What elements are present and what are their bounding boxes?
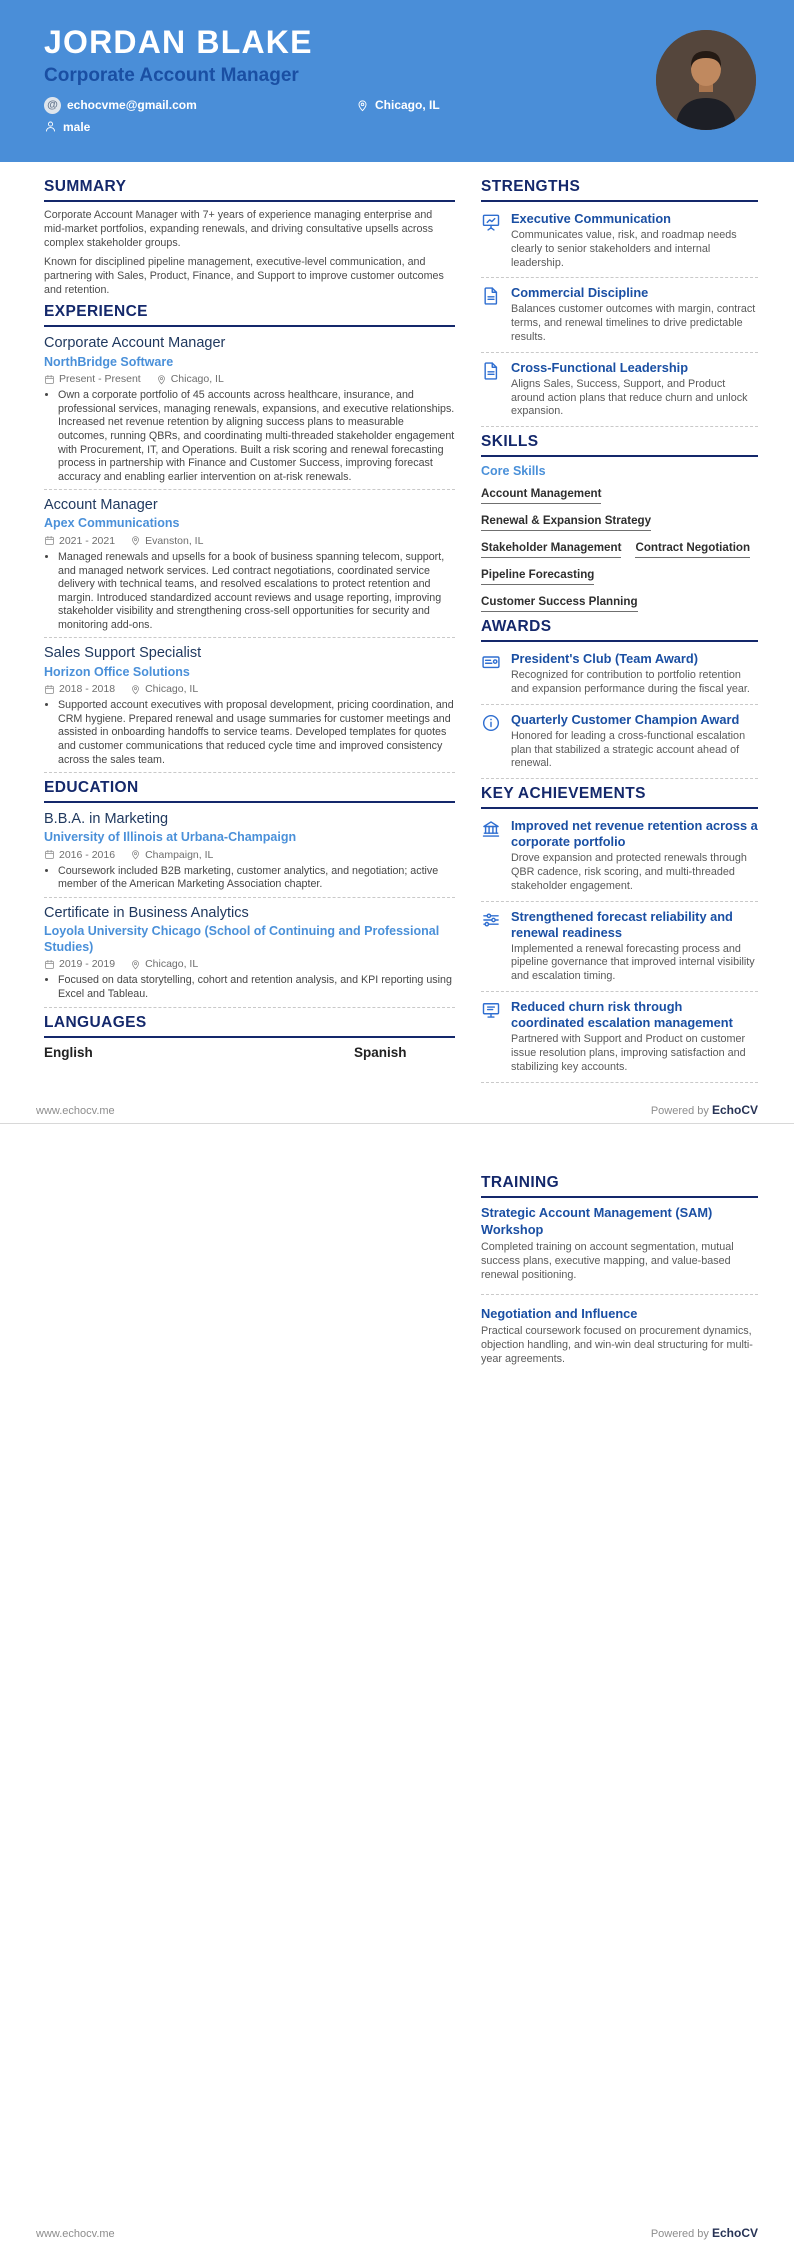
degree-title: Certificate in Business Analytics <box>44 905 249 921</box>
job-meta <box>44 683 455 695</box>
skill-tag: Pipeline Forecasting <box>481 568 594 585</box>
company-name: NorthBridge Software <box>44 354 174 369</box>
calendar-icon <box>44 535 55 546</box>
job-bullets <box>44 551 455 632</box>
email-icon: @ <box>44 97 61 114</box>
education-heading: EDUCATION <box>44 779 455 803</box>
summary-section <box>44 178 455 297</box>
achievement-text <box>511 909 758 984</box>
awards-section <box>481 618 758 779</box>
summary-paragraph: Corporate Account Manager with 7+ years of experience managing enterprise and mid-market portfolios, expanding renewals, and driving consultative upsells across complex stakeholder groups. <box>44 209 434 249</box>
job-bullets <box>44 389 455 484</box>
resume-page-2 <box>0 1123 794 2246</box>
skill-tag: Account Management <box>481 487 601 504</box>
bullet-item: • Focused on data storytelling, cohort and retention analysis, and KPI reporting using Excel and Tableau. <box>58 974 455 1001</box>
job-title: Corporate Account Manager <box>44 335 226 352</box>
job-location: Chicago, IL <box>130 683 198 695</box>
achievement-text <box>511 999 758 1074</box>
strength-item <box>481 209 758 278</box>
strengths-section <box>481 178 758 427</box>
education-section <box>44 779 455 1007</box>
bullet-item: • Supported account executives with proposal development, pricing coordination, and CRM hygiene. Prepared renewal and usage summaries for customer meetings and assisted in onboarding handoffs to service teams. Developed templates for quotes and customer communications that reduced cycle time and improved consistency across the sales team. <box>58 699 455 767</box>
achievement-title: Improved net revenue retention across a corporate portfolio <box>511 818 758 850</box>
strength-title: Commercial Discipline <box>511 285 649 301</box>
training-desc: Practical coursework focused on procurement dynamics, objection handling, and win-win deal structuring for multi-year agreements. <box>481 1325 753 1365</box>
strength-item <box>481 353 758 427</box>
training-item <box>481 1205 758 1295</box>
job-dates: 2021 - 2021 <box>44 535 115 547</box>
calendar-icon <box>44 374 55 385</box>
location-icon <box>356 99 369 112</box>
achievement-text <box>511 818 758 893</box>
powered-prefix: Powered by <box>650 2228 709 2240</box>
skills-heading: SKILLS <box>481 433 758 457</box>
job-bullets <box>44 699 455 767</box>
education-entry <box>44 810 455 898</box>
award-desc: Honored for leading a cross-functional escalation plan that stabilized a strategic account ahead of renewal. <box>511 729 746 770</box>
bullet-item: • Own a corporate portfolio of 45 accounts across healthcare, insurance, and professional services, managing renewals, expansions, and executive relationships. Increased net revenue retention by aligning success plans to measurable outcomes, running QBRs, and coordinating multi-threaded stakeholder engagement with Procurement, IT, and Operations. Built a risk scoring and renewal forecasting process in partnership with Finance and Customer Success, improving forecast accuracy and enabling earlier intervention on at-risk renewals. <box>58 389 455 484</box>
echocv-brand-link[interactable]: EchoCV <box>711 2226 758 2240</box>
info-circle-icon <box>481 713 501 771</box>
achievement-desc: Partnered with Support and Product on customer issue resolution plans, improving satisfaction and stabilizing key accounts. <box>511 1033 746 1073</box>
left-column-empty <box>44 1174 455 1389</box>
job-dates: 2018 - 2018 <box>44 683 115 695</box>
location-text: Chicago, IL <box>375 98 440 113</box>
award-text <box>511 712 758 771</box>
echocv-brand-link[interactable]: EchoCV <box>711 1103 758 1117</box>
award-title: President's Club (Team Award) <box>511 651 698 667</box>
school-name: Loyola University Chicago (School of Continuing and Professional Studies) <box>44 924 440 954</box>
language-name: Spanish <box>354 1044 407 1060</box>
achievements-section <box>481 785 758 1082</box>
powered-by <box>651 1103 758 1117</box>
resume-header <box>0 0 794 162</box>
training-desc: Completed training on account segmentation, mutual success plans, executive mapping, and value-based renewal positioning. <box>481 1241 734 1281</box>
gender-text: male <box>63 119 91 134</box>
experience-heading: EXPERIENCE <box>44 303 455 327</box>
languages-heading: LANGUAGES <box>44 1014 455 1038</box>
document-icon <box>481 361 501 419</box>
achievement-item <box>481 902 758 992</box>
education-location: Champaign, IL <box>130 849 213 861</box>
footer-site-link[interactable]: www.echocv.me <box>36 2228 115 2240</box>
calendar-icon <box>44 959 55 970</box>
training-heading: TRAINING <box>481 1174 758 1198</box>
summary-heading: SUMMARY <box>44 178 455 202</box>
award-item <box>481 649 758 705</box>
skills-group-label: Core Skills <box>481 464 546 479</box>
experience-entry <box>44 334 455 490</box>
page-footer <box>36 2226 758 2240</box>
calendar-icon <box>44 849 55 860</box>
experience-entry <box>44 496 455 638</box>
left-column <box>44 178 455 1083</box>
strength-desc: Balances customer outcomes with margin, contract terms, and renewal timelines to drive predictable results. <box>511 303 756 344</box>
education-meta <box>44 849 455 861</box>
education-dates: 2016 - 2016 <box>44 849 115 861</box>
award-card-icon <box>481 652 501 697</box>
achievement-desc: Drove expansion and protected renewals through QBR cadence, risk scoring, and multi-threaded stakeholder engagement. <box>511 852 747 892</box>
monitor-icon <box>481 1000 501 1074</box>
education-dates: 2019 - 2019 <box>44 958 115 970</box>
job-title: Account Manager <box>44 497 158 514</box>
skill-tag: Customer Success Planning <box>481 595 638 612</box>
language-name: English <box>44 1044 93 1060</box>
contact-gender <box>44 120 90 134</box>
education-bullets <box>44 865 455 892</box>
experience-entry <box>44 644 455 773</box>
summary-paragraph: Known for disciplined pipeline management, executive-level communication, and partnering with Sales, Product, Finance, and Support to improve customer outcomes and retention. <box>44 255 444 296</box>
achievement-title: Strengthened forecast reliability and renewal readiness <box>511 908 733 940</box>
achievement-item <box>481 992 758 1082</box>
contact-location <box>356 98 440 112</box>
candidate-name: JORDAN BLAKE <box>44 24 313 60</box>
page-footer <box>36 1103 758 1117</box>
strength-item <box>481 278 758 352</box>
page2-body <box>0 1124 794 1389</box>
languages-grid <box>44 1045 455 1060</box>
education-meta <box>44 958 455 970</box>
strengths-heading: STRENGTHS <box>481 178 758 202</box>
achievement-title: Reduced churn risk through coordinated escalation management <box>511 999 733 1031</box>
avatar <box>656 30 756 130</box>
right-column <box>481 1174 758 1389</box>
contact-email[interactable] <box>44 97 356 114</box>
strength-desc: Aligns Sales, Success, Support, and Product around action plans that reduce churn and unlock expansion. <box>511 377 748 418</box>
degree-title: B.B.A. in Marketing <box>44 811 169 828</box>
skill-tag: Contract Negotiation <box>635 541 750 558</box>
company-name: Horizon Office Solutions <box>44 664 190 679</box>
bullet-item: • Managed renewals and upsells for a book of business spanning telecom, support, and managed network services. Led contract negotiations, coordinated service delivery with technical teams, and resolved escalations to protect retention and margin. Introduced standardized account reviews and usage reporting, improving stakeholder visibility and strengthening cross-sell opportunities for security and monitoring add-ons. <box>58 551 455 632</box>
skill-tag: Renewal & Expansion Strategy <box>481 514 651 531</box>
achievements-heading: KEY ACHIEVEMENTS <box>481 785 758 809</box>
skill-tag: Stakeholder Management <box>481 541 621 558</box>
strength-text <box>511 285 758 344</box>
training-title: Negotiation and Influence <box>481 1305 638 1321</box>
experience-section <box>44 303 455 773</box>
powered-by <box>651 2226 758 2240</box>
sliders-icon <box>481 910 501 984</box>
achievement-desc: Implemented a renewal forecasting process and pipeline governance that improved internal visibility and escalation timing. <box>511 942 755 983</box>
bullet-item: • Coursework included B2B marketing, customer analytics, and negotiation; active member of the American Marketing Association chapter. <box>58 865 455 892</box>
education-location: Chicago, IL <box>130 958 198 970</box>
skill-tags <box>481 487 758 612</box>
right-column <box>481 178 758 1083</box>
job-location: Chicago, IL <box>156 373 224 385</box>
location-icon <box>130 849 141 860</box>
document-icon <box>481 286 501 344</box>
job-meta <box>44 535 455 547</box>
email-text: echocvme@gmail.com <box>67 98 197 113</box>
footer-site-link[interactable]: www.echocv.me <box>36 1105 115 1117</box>
education-entry <box>44 904 455 1008</box>
location-icon <box>130 684 141 695</box>
job-meta <box>44 373 455 385</box>
strength-title: Cross-Functional Leadership <box>511 359 689 375</box>
strength-desc: Communicates value, risk, and roadmap needs clearly to senior stakeholders and internal leadership. <box>511 228 737 269</box>
page1-body <box>0 162 794 1083</box>
school-name: University of Illinois at Urbana-Champaign <box>44 830 297 845</box>
location-icon <box>156 374 167 385</box>
languages-section <box>44 1014 455 1060</box>
strength-text <box>511 211 758 270</box>
award-item <box>481 705 758 779</box>
calendar-icon <box>44 684 55 695</box>
job-location: Evanston, IL <box>130 535 203 547</box>
bank-icon <box>481 819 501 893</box>
job-dates: Present - Present <box>44 373 141 385</box>
education-bullets <box>44 974 455 1001</box>
training-section <box>481 1174 758 1378</box>
strength-text <box>511 360 758 419</box>
powered-prefix: Powered by <box>650 1105 709 1117</box>
contact-info <box>44 97 634 134</box>
awards-heading: AWARDS <box>481 618 758 642</box>
award-text <box>511 651 758 697</box>
training-item <box>481 1306 758 1378</box>
location-icon <box>130 535 141 546</box>
strength-title: Executive Communication <box>511 211 671 226</box>
presentation-icon <box>481 212 501 270</box>
skills-section <box>481 433 758 612</box>
company-name: Apex Communications <box>44 516 180 531</box>
location-icon <box>130 959 141 970</box>
job-title: Sales Support Specialist <box>44 645 202 662</box>
profile-photo <box>656 30 756 130</box>
candidate-title: Corporate Account Manager <box>44 64 299 86</box>
award-desc: Recognized for contribution to portfolio retention and expansion performance during the fiscal year. <box>511 669 750 696</box>
training-title: Strategic Account Management (SAM) Workshop <box>481 1205 713 1237</box>
person-icon <box>44 120 57 133</box>
award-title: Quarterly Customer Champion Award <box>511 711 740 727</box>
achievement-item <box>481 816 758 901</box>
